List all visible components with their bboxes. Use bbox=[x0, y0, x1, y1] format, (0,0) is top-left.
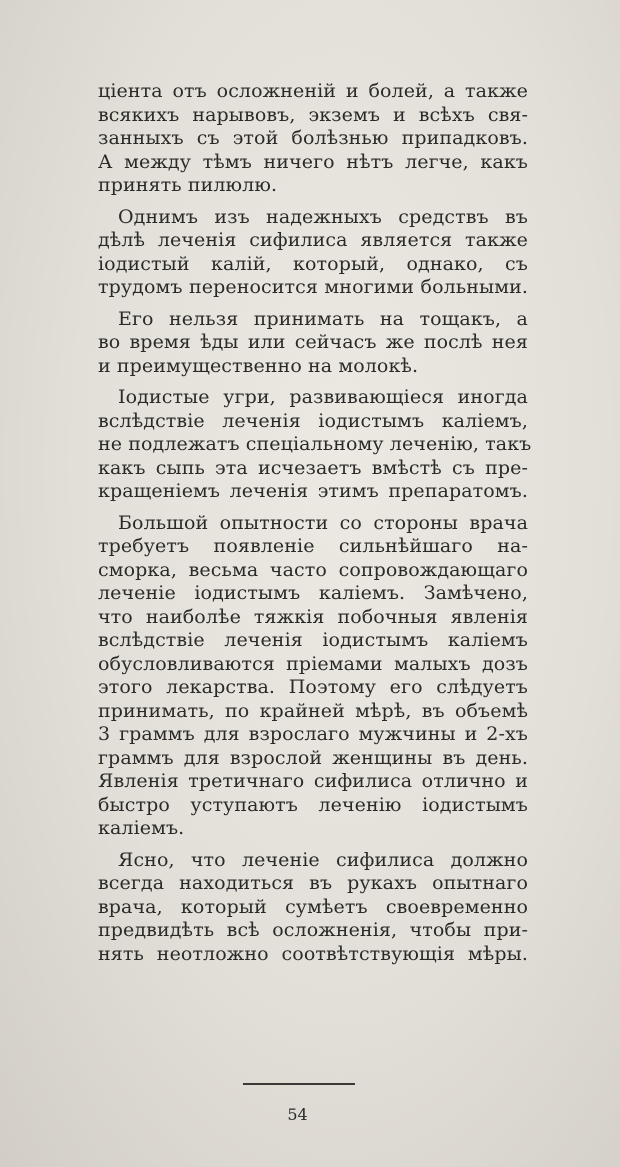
text-line: 3 граммъ для взрослаго мужчины и 2-хъ bbox=[98, 723, 528, 745]
text-line: и преимущественно на молокѣ. bbox=[98, 354, 419, 377]
text-line: вслѣдствіе леченія іодистымъ каліемъ bbox=[98, 629, 528, 651]
text-line: всякихъ нарывовъ, экземъ и всѣхъ свя- bbox=[98, 103, 528, 126]
text-line: ціента отъ осложненій и болей, а также bbox=[98, 80, 528, 102]
text-line: каліемъ. bbox=[98, 817, 185, 839]
text-line: что наиболѣе тяжкія побочныя явленія bbox=[98, 605, 528, 628]
text-line: вслѣдствіе леченія іодистымъ каліемъ, bbox=[98, 409, 528, 432]
text-line: дѣлѣ леченія сифилиса является также bbox=[98, 229, 528, 251]
paragraph-3 bbox=[98, 308, 528, 379]
page-number: 54 bbox=[287, 1105, 308, 1124]
text-line: обусловливаются пріемами малыхъ дозъ bbox=[98, 652, 528, 675]
text-line: леченіе іодистымъ каліемъ. Замѣчено, bbox=[98, 582, 528, 604]
paragraph-1 bbox=[98, 80, 528, 198]
text-line: врача, который сумѣетъ своевременно bbox=[98, 895, 528, 918]
text-line: какъ сыпь эта исчезаетъ вмѣстѣ съ пре- bbox=[98, 456, 528, 479]
text-line: этого лекарства. Поэтому его слѣдуетъ bbox=[98, 676, 528, 698]
text-line: кращеніемъ леченія этимъ препаратомъ. bbox=[98, 480, 528, 502]
text-line: Однимъ изъ надежныхъ средствъ въ bbox=[118, 205, 528, 228]
text-line: занныхъ съ этой болѣзнью припадковъ. bbox=[98, 127, 528, 149]
text-line: граммъ для взрослой женщины въ день. bbox=[98, 746, 528, 769]
paragraph-4 bbox=[98, 386, 532, 504]
text-line: трудомъ переносится многими больными. bbox=[98, 276, 528, 298]
text-line: А между тѣмъ ничего нѣтъ легче, какъ bbox=[98, 150, 528, 173]
text-line: Явленія третичнаго сифилиса отлично и bbox=[98, 770, 528, 792]
paragraph-6 bbox=[98, 849, 528, 967]
text-line: принимать, по крайней мѣрѣ, въ объемѣ bbox=[98, 699, 528, 722]
text-line: іодистый калій, который, однако, съ bbox=[98, 252, 528, 275]
page-text bbox=[98, 80, 532, 974]
text-line: принять пилюлю. bbox=[98, 174, 278, 196]
text-line: нять неотложно соотвѣтствующія мѣры. bbox=[98, 942, 528, 965]
text-line: Ясно, что леченіе сифилиса должно bbox=[118, 848, 528, 871]
text-line: всегда находиться въ рукахъ опытнаго bbox=[98, 872, 528, 894]
text-line: Большой опытности со стороны врача bbox=[118, 511, 528, 534]
text-line: во время ѣды или сейчасъ же послѣ нея bbox=[98, 331, 528, 353]
text-line: сморка, весьма часто сопровождающаго bbox=[98, 558, 528, 581]
text-line: быстро уступаютъ леченію іодистымъ bbox=[98, 793, 528, 816]
text-line: Его нельзя принимать на тощакъ, а bbox=[118, 307, 528, 330]
paragraph-2 bbox=[98, 206, 528, 300]
text-line: Іодистые угри, развивающіеся иногда bbox=[118, 386, 528, 408]
text-line: предвидѣть всѣ осложненія, чтобы при- bbox=[98, 919, 528, 941]
paragraph-5 bbox=[98, 512, 528, 841]
text-line: не подлежатъ спеціальному леченію, такъ bbox=[98, 433, 532, 455]
footer-divider bbox=[243, 1083, 355, 1085]
text-line: требуетъ появленіе сильнѣйшаго на- bbox=[98, 535, 528, 557]
